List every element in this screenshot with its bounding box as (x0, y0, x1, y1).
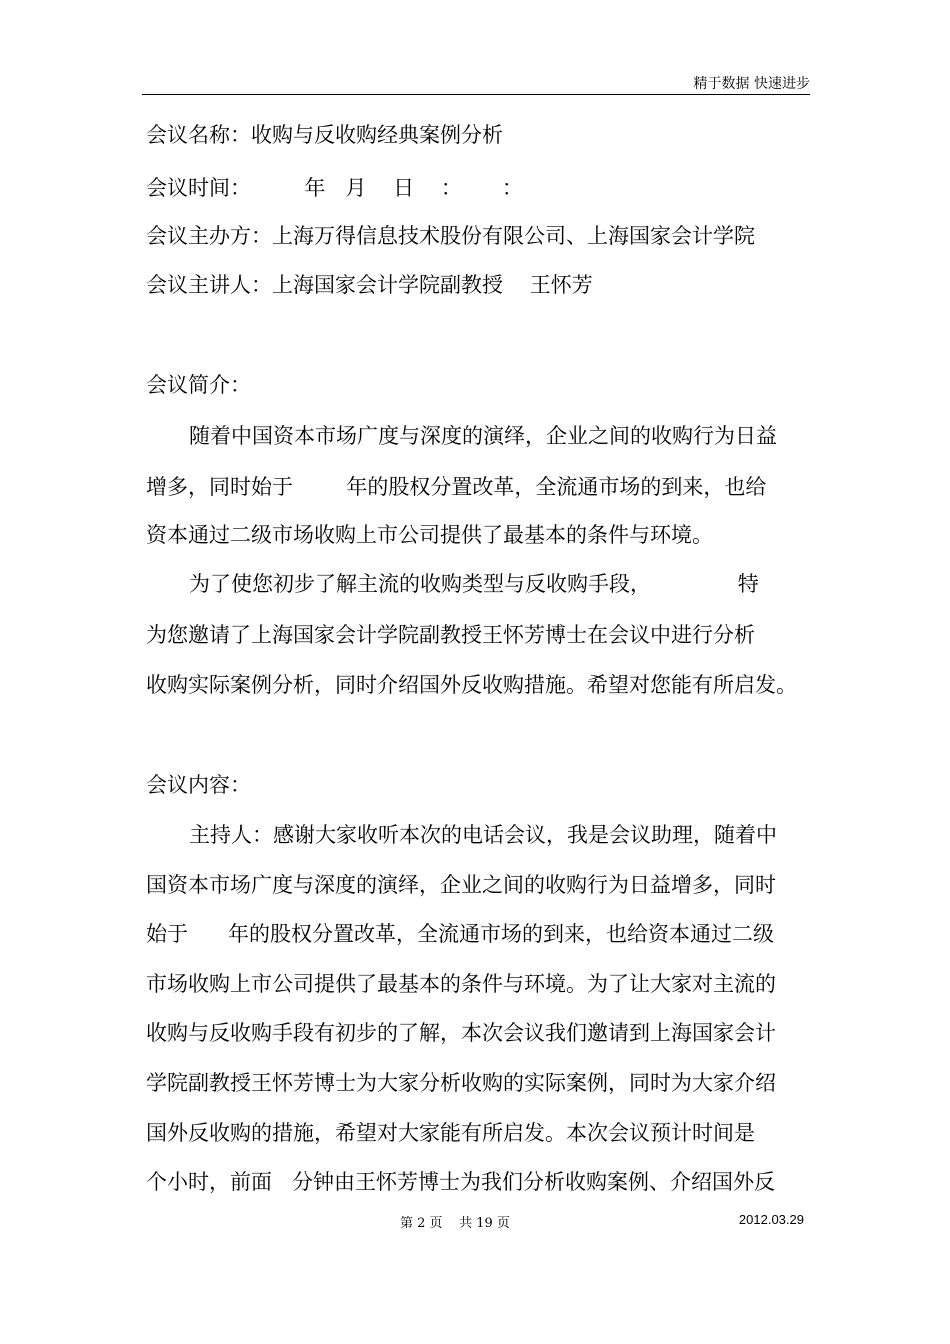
intro-heading: 会议简介： (146, 373, 251, 397)
intro-line: 为您邀请了上海国家会计学院副教授王怀芳博士在会议中进行分析 (146, 623, 755, 647)
header-divider (142, 94, 810, 95)
intro-line: 为了使您初步了解主流的收购类型与反收购手段， 特 (189, 572, 759, 596)
content-line: 收购与反收购手段有初步的了解，本次会议我们邀请到上海国家会计 (146, 1021, 776, 1045)
meeting-speaker: 会议主讲人：上海国家会计学院副教授 王怀芳 (146, 273, 593, 297)
content-line: 始于 年的股权分置改革，全流通市场的到来，也给资本通过二级 (146, 922, 775, 946)
meeting-name: 会议名称：收购与反收购经典案例分析 (146, 123, 503, 147)
intro-line: 收购实际案例分析，同时介绍国外反收购措施。希望对您能有所启发。 (146, 673, 797, 697)
content-line: 国资本市场广度与深度的演绎，企业之间的收购行为日益增多，同时 (146, 873, 776, 897)
header-slogan: 精于数据 快速进步 (693, 76, 810, 92)
footer-date: 2012.03.29 (738, 1212, 804, 1227)
intro-line: 资本通过二级市场收购上市公司提供了最基本的条件与环境。 (146, 523, 713, 547)
page-number: 第 2 页 共 19 页 (400, 1216, 510, 1231)
content-line: 主持人：感谢大家收听本次的电话会议，我是会议助理，随着中 (189, 823, 777, 847)
content-line: 个小时，前面 分钟由王怀芳博士为我们分析收购案例、介绍国外反 (146, 1170, 776, 1194)
content-line: 市场收购上市公司提供了最基本的条件与环境。为了让大家对主流的 (146, 972, 776, 996)
meeting-time: 会议时间： 年 月 日 ： ： (146, 176, 523, 200)
content-heading: 会议内容： (146, 773, 251, 797)
content-line: 学院副教授王怀芳博士为大家分析收购的实际案例，同时为大家介绍 (146, 1071, 776, 1095)
intro-line: 随着中国资本市场广度与深度的演绎，企业之间的收购行为日益 (189, 424, 777, 448)
meeting-host-org: 会议主办方：上海万得信息技术股份有限公司、上海国家会计学院 (146, 224, 755, 248)
intro-line: 增多，同时始于 年的股权分置改革，全流通市场的到来，也给 (146, 475, 767, 499)
content-line: 国外反收购的措施，希望对大家能有所启发。本次会议预计时间是 (146, 1121, 755, 1145)
